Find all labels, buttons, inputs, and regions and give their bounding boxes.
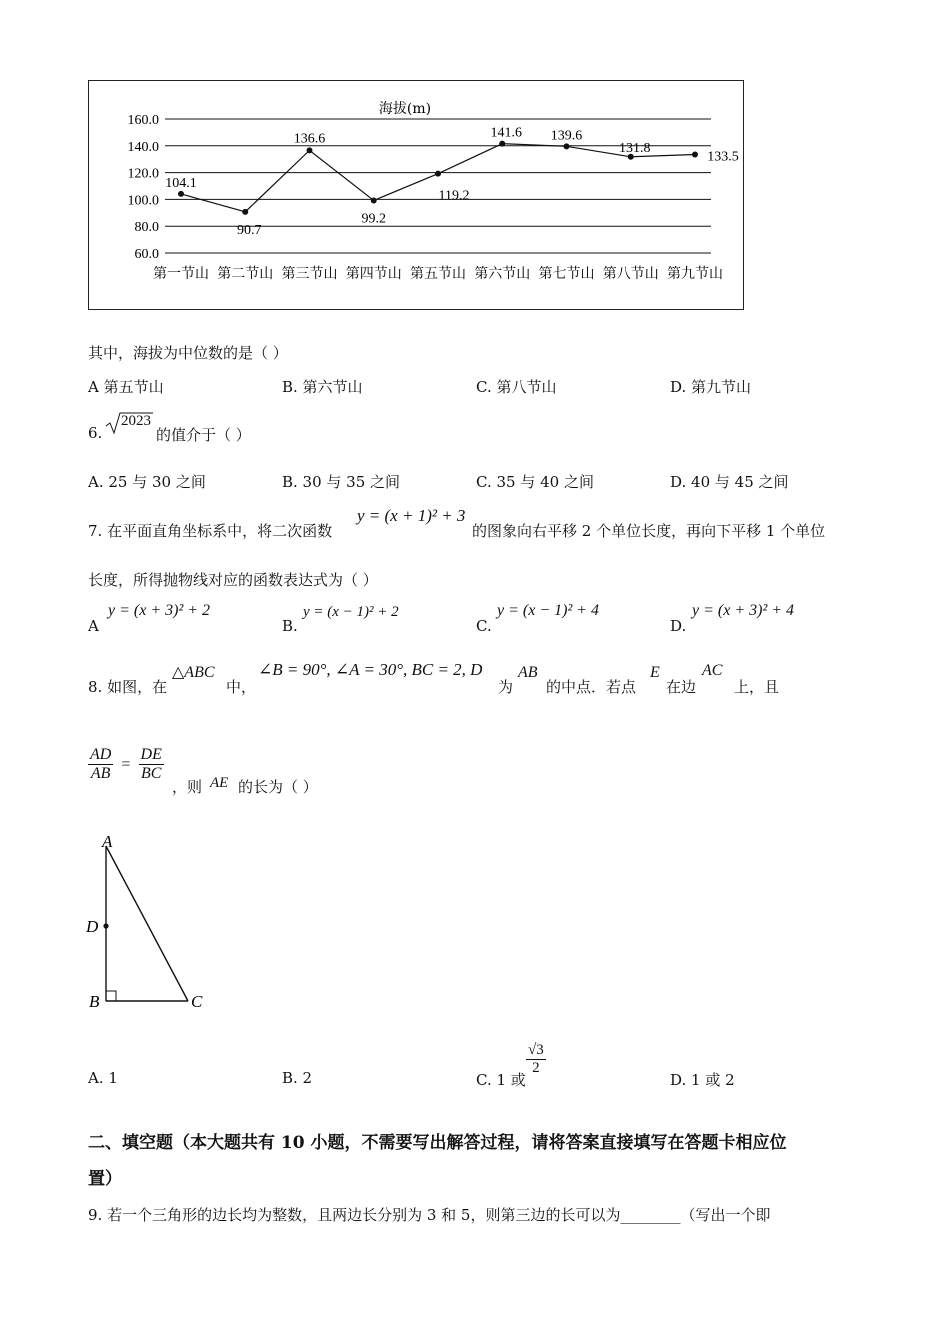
q6-rest: 的值介于（ ）	[156, 426, 251, 444]
q8-ac: AC	[702, 662, 723, 679]
x-tick-label: 第一节山	[153, 266, 209, 282]
q8-ze: ，则	[172, 778, 203, 796]
q6-radicand: 2023	[121, 413, 151, 429]
x-tick-label: 第六节山	[474, 266, 531, 282]
q7-option-a-letter: A	[88, 617, 99, 635]
y-tick-label: 100.0	[127, 193, 159, 209]
q8-midpoint: 的中点．若点	[546, 678, 637, 696]
fraction-denominator: BC	[140, 765, 162, 782]
q7-option-c-expr: y = (x − 1)² + 4	[497, 602, 600, 619]
data-point	[435, 171, 441, 177]
x-tick-label: 第三节山	[281, 266, 338, 282]
elevation-line-chart	[89, 81, 743, 309]
fraction-de-bc	[139, 746, 164, 783]
fraction-sqrt3-over-2	[526, 1042, 546, 1077]
label-a: A	[102, 832, 113, 851]
q8-option-d: D. 1 或 2	[670, 1071, 735, 1089]
data-point	[307, 147, 313, 153]
data-point	[242, 209, 248, 215]
q8-triangle: △ABC	[172, 664, 215, 681]
q8-ae: AE	[210, 775, 229, 791]
q8-option-c: C. 1 或	[476, 1071, 526, 1089]
y-tick-label: 80.0	[134, 220, 159, 236]
q7-option-d-expr: y = (x + 3)² + 4	[692, 602, 795, 619]
data-point	[692, 152, 698, 158]
fraction-numerator: DE	[140, 746, 162, 763]
q6-option-b: B. 30 与 35 之间	[282, 473, 401, 491]
q6-option-c: C. 35 与 40 之间	[476, 473, 594, 491]
q7-option-a-expr: y = (x + 3)² + 2	[108, 602, 211, 619]
data-label: 136.6	[293, 131, 326, 147]
q7-line2: 长度，所得抛物线对应的函数表达式为（ ）	[88, 571, 378, 589]
y-tick-label: 120.0	[127, 166, 159, 182]
chart-frame	[88, 80, 744, 310]
equals-sign: =	[121, 755, 131, 773]
q6-number: 6.	[88, 424, 103, 442]
q5-option-b: B. 第六节山	[282, 378, 363, 396]
y-tick-label: 60.0	[134, 247, 159, 262]
data-label: 131.8	[619, 140, 651, 156]
fraction-ad-ab	[88, 746, 113, 783]
chart-title: 海拔(m)	[378, 101, 432, 117]
q7-option-b-expr: y = (x − 1)² + 2	[303, 604, 399, 620]
triangle-figure	[80, 828, 220, 1014]
q5-stem: 其中，海拔为中位数的是（ ）	[88, 344, 288, 362]
label-b: B	[89, 992, 100, 1011]
q5-option-d: D. 第九节山	[670, 378, 752, 396]
data-label: 141.6	[490, 125, 522, 141]
q8-option-b: B. 2	[282, 1069, 313, 1087]
q6-option-a: A. 25 与 30 之间	[88, 473, 206, 491]
point-d	[103, 923, 108, 928]
fraction-numerator: AD	[90, 746, 112, 763]
q6-option-d: D. 40 与 45 之间	[670, 473, 789, 491]
q8-ratio-line	[88, 746, 164, 783]
q8-option-a: A. 1	[88, 1069, 118, 1087]
q6-sqrt	[104, 410, 154, 440]
x-tick-label: 第二节山	[217, 266, 274, 282]
q9-stem: 9. 若一个三角形的边长均为整数，且两边长分别为 3 和 5，则第三边的长可以为________（写出一个即	[88, 1206, 771, 1224]
y-tick-label: 160.0	[127, 113, 159, 128]
section-heading-line1: 二、填空题（本大题共有 10 小题，不需要写出解答过程，请将答案直接填写在答题卡相应位	[88, 1133, 787, 1153]
fraction-denominator: AB	[90, 765, 111, 782]
q8-onside: 在边	[666, 678, 697, 696]
label-d: D	[86, 917, 99, 936]
x-tick-label: 第八节山	[602, 266, 659, 282]
q7-option-b-letter: B.	[282, 617, 298, 635]
y-tick-label: 140.0	[127, 139, 159, 155]
section-heading-line2: 置）	[88, 1169, 122, 1189]
q5-option-c: C. 第八节山	[476, 378, 557, 396]
fraction-denominator: 2	[532, 1060, 540, 1076]
q8-ab: AB	[518, 664, 538, 681]
q8-e: E	[650, 664, 660, 681]
q8-option-c-fraction	[526, 1042, 546, 1077]
data-point	[371, 197, 377, 203]
data-label: 119.2	[438, 188, 470, 204]
q8-shang: 上，且	[734, 678, 780, 696]
q7-post: 的图象向右平移 2 个单位长度，再向下平移 1 个单位	[472, 522, 826, 540]
q7-intro: 7. 在平面直角坐标系中，将二次函数	[88, 522, 333, 540]
q8-intro: 8. 如图，在	[88, 678, 168, 696]
data-label: 133.5	[707, 149, 739, 165]
data-label: 90.7	[237, 222, 262, 238]
q8-wei: 为	[498, 678, 514, 696]
right-angle-icon	[106, 991, 116, 1001]
data-label: 139.6	[550, 128, 583, 144]
data-label: 99.2	[361, 211, 386, 227]
data-point	[564, 143, 570, 149]
data-point	[499, 141, 505, 147]
x-tick-label: 第九节山	[667, 266, 723, 282]
side-ac	[106, 846, 188, 1001]
q8-conditions: ∠B = 90°, ∠A = 30°, BC = 2, D	[258, 660, 483, 679]
q7-function: y = (x + 1)² + 3	[357, 506, 466, 525]
data-label: 104.1	[165, 175, 197, 191]
q7-option-c-letter: C.	[476, 617, 492, 635]
label-c: C	[191, 992, 203, 1011]
data-point	[178, 191, 184, 197]
q8-tail: 的长为（ ）	[238, 778, 318, 796]
q5-option-a: A 第五节山	[88, 378, 164, 396]
fraction-numerator: √3	[528, 1042, 544, 1058]
q7-option-d-letter: D.	[670, 617, 687, 635]
x-tick-label: 第四节山	[345, 266, 402, 282]
q8-zhong: 中，	[226, 678, 257, 696]
x-tick-label: 第七节山	[538, 266, 595, 282]
x-tick-label: 第五节山	[410, 266, 466, 282]
